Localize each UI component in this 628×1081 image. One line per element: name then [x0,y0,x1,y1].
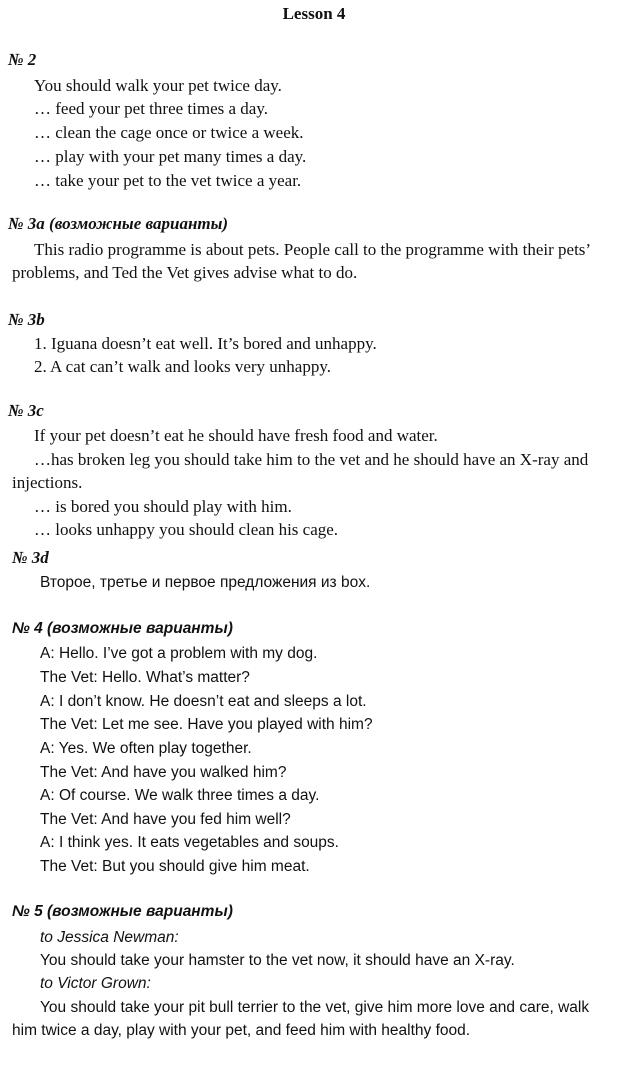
exercise-3c-paragraph: …has broken leg you should take him to the vet and he should have an X-ray and injections. [12,450,589,492]
exercise-5-answer-2: You should take your pit bull terrier to the vet, give him more love and care, walk him twice a day, play with your pet, and feed him with healthy food. [12,999,590,1039]
exercise-3c-line: … is bored you should play with him. [34,497,292,516]
dialogue-line: A: Of course. We walk three times a day. [40,787,320,804]
exercise-3b-line: 2. A cat can’t walk and looks very unhappy. [34,357,331,376]
dialogue-line: A: I think yes. It eats vegetables and soups. [40,834,339,851]
addressee-victor: to Victor Grown: [40,975,151,992]
exercise-3b-label: № 3b [8,310,45,329]
exercise-3a-label: № 3a (возможные варианты) [8,214,229,233]
exercise-3d-text: Второе, третье и первое предложения из box. [40,574,371,591]
exercise-3b-line: 1. Iguana doesn’t eat well. It’s bored and unhappy. [34,334,377,353]
dialogue-line: The Vet: But you should give him meat. [40,858,310,875]
exercise-2-line: You should walk your pet twice day. [34,76,282,95]
dialogue-line: A: Yes. We often play together. [40,740,252,757]
exercise-2-line: … play with your pet many times a day. [34,147,307,166]
dialogue-line: The Vet: Hello. What’s matter? [40,669,250,686]
dialogue-line: A: Hello. I’ve got a problem with my dog. [40,645,318,662]
exercise-5-answer-1: You should take your hamster to the vet now, it should have an X-ray. [40,952,515,969]
exercise-2-line: … feed your pet three times a day. [34,99,268,118]
dialogue-line: The Vet: And have you fed him well? [40,811,291,828]
exercise-3c-line: If your pet doesn’t eat he should have fresh food and water. [34,426,438,445]
exercise-2-line: … clean the cage once or twice a week. [34,123,304,142]
exercise-5-label: № 5 (возможные варианты) [12,903,233,920]
lesson-title: Lesson 4 [282,4,346,23]
exercise-4-label: № 4 (возможные варианты) [12,620,233,637]
exercise-3c-label: № 3c [8,401,44,420]
dialogue-line: The Vet: And have you walked him? [40,764,287,781]
exercise-3c-line: … looks unhappy you should clean his cage. [34,520,339,539]
exercise-3a-text: This radio programme is about pets. People call to the programme with their pets’ problems, and Ted the Vet gives advise what to do. [12,240,590,282]
exercise-2-label: № 2 [8,50,37,69]
exercise-2-line: … take your pet to the vet twice a year. [34,171,302,190]
dialogue-line: The Vet: Let me see. Have you played with him? [40,716,373,733]
addressee-jessica: to Jessica Newman: [40,929,179,946]
dialogue-line: A: I don’t know. He doesn’t eat and sleeps a lot. [40,693,367,710]
exercise-3d-label: № 3d [12,548,49,567]
